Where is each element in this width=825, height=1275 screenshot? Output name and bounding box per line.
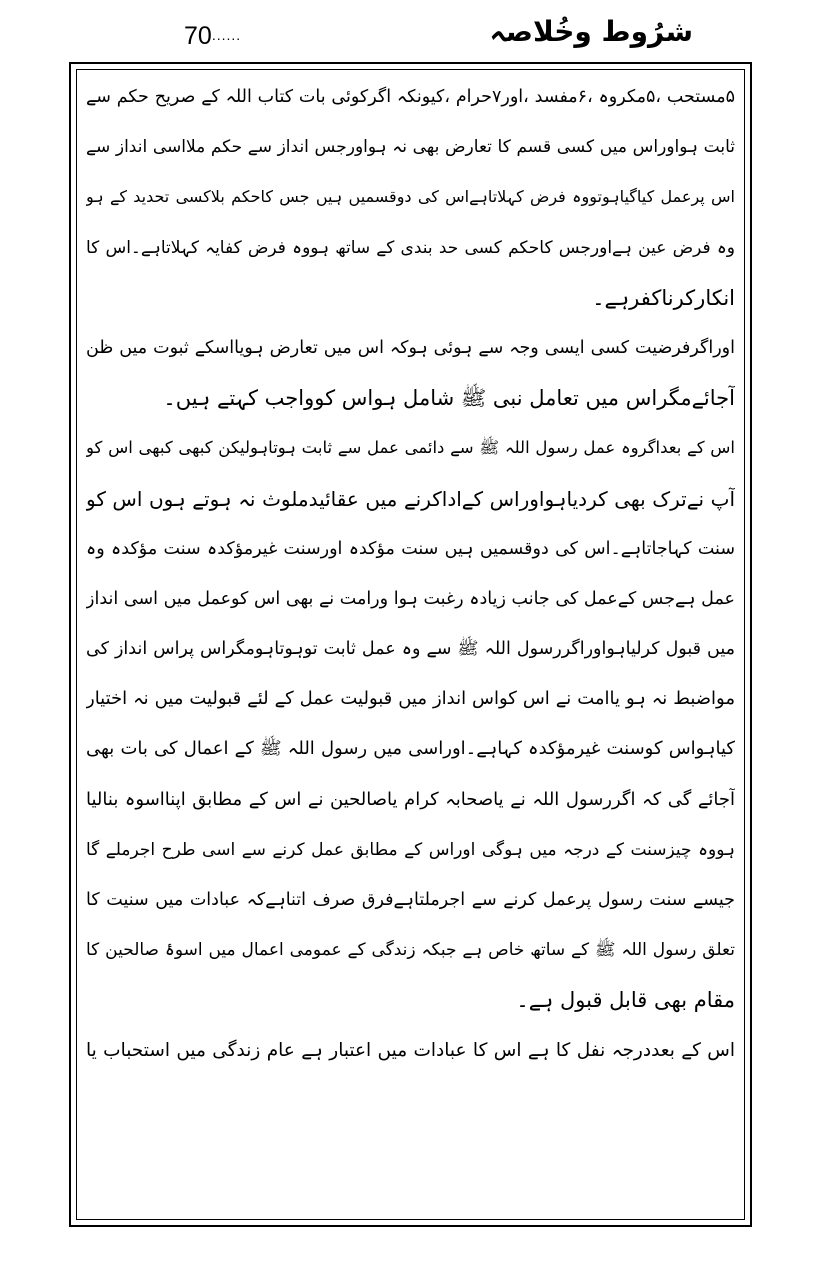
text-line: مواضبط نہ ہو یاامت نے اس کواس انداز میں قبولیت عمل کے لئے قبولیت میں نہ اختیار: [86, 688, 735, 710]
text-line: ۵مستحب ،۵مکروہ ،۶مفسد ،اور۷حرام ،کیونکہ اگرکوئی بات کتاب اللہ کے صریح حکم سے: [86, 87, 735, 107]
text-line: جیسے سنت رسول پرعمل کرنے سے اجرملتاہےفرق صرف اتناہےکہ عبادات میں سنیت کا: [86, 890, 735, 910]
text-line: آجائے گی کہ اگررسول اللہ نے یاصحابہ کرام یاصالحین نے اس کے مطابق اپنااسوہ بنالیا: [86, 788, 735, 810]
paragraph-2: [86, 323, 735, 423]
text-line: اس کے بعداگروہ عمل رسول اللہ ﷺ سے دائمی عمل سے ثابت ہوتاہولیکن کبھی کبھی اس کو: [86, 438, 735, 458]
text-line: مقام بھی قابل قبول ہے۔: [516, 988, 735, 1013]
text-line: وہ فرض عین ہےاورجس کاحکم کسی حد بندی کے ساتھ ہووہ فرض کفایہ کہلاتاہے۔اس کا: [86, 237, 735, 258]
text-line: آجائےمگراس میں تعامل نبی ﷺ شامل ہواس کوواجب کہتے ہیں۔: [163, 386, 735, 411]
body-text: [86, 72, 735, 1076]
page-number-dots: ......: [211, 27, 242, 43]
page-number-value: 70: [184, 22, 212, 50]
text-line: تعلق رسول اللہ ﷺ کے ساتھ خاص ہے جبکہ زندگی کے عمومی اعمال میں اسوۂ صالحین کا: [86, 940, 735, 961]
text-line: عمل ہےجس کےعمل کی جانب زیادہ رغبت ہوا ورامت نے بھی اس کوعمل میں اسی انداز: [86, 588, 735, 609]
text-line: ہووہ چیزسنت کے درجہ میں ہوگی اوراس کے مطابق عمل کرنے سے اسی طرح اجرملے گا: [86, 839, 735, 860]
text-line: کیاہواس کوسنت غیرمؤکدہ کہاہے۔اوراسی میں رسول اللہ ﷺ کے اعمال کی بات بھی: [86, 738, 735, 760]
text-line: سنت کہاجاتاہے۔اس کی دوقسمیں ہیں سنت مؤکدہ اورسنت غیرمؤکدہ سنت مؤکدہ وہ: [86, 538, 735, 559]
text-line: آپ نےترک بھی کردیاہواوراس کےاداکرنے میں عقائیدملوث نہ ہوتے ہوں اس کو: [86, 486, 735, 511]
book-title: شرُوط وخُلاصہ: [489, 15, 693, 48]
text-line: اس کے بعددرجہ نفل کا ہے اس کا عبادات میں اعتبار ہے عام زندگی میں استحباب یا: [86, 1039, 735, 1061]
paragraph-1: [86, 72, 735, 323]
text-line: اوراگرفرضیت کسی ایسی وجہ سے ہوئی ہوکہ اس میں تعارض ہویااسکے ثبوت میں ظن: [86, 337, 735, 358]
text-line: میں قبول کرلیاہواوراگررسول اللہ ﷺ سے وہ عمل ثابت توہوتاہومگراس پراس انداز کی: [86, 639, 735, 660]
text-line: اس پرعمل کیاگیاہوتووہ فرض کہلاتاہےاس کی دوقسمیں ہیں جس کاحکم بلاکسی تحدید کے ہو: [86, 187, 735, 207]
page-number: [184, 20, 241, 51]
paragraph-4: [86, 1026, 735, 1076]
paragraph-3: [86, 423, 735, 1025]
text-line: انکارکرناکفرہے۔: [592, 285, 735, 310]
text-line: ثابت ہواوراس میں کسی قسم کا تعارض بھی نہ ہواورجس انداز سے حکم ملااسی انداز سے: [86, 137, 735, 158]
